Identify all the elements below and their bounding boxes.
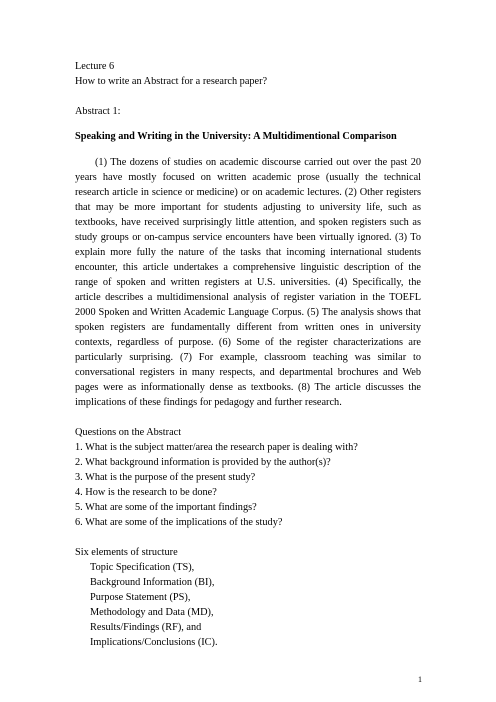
page-number: 1 — [418, 675, 422, 684]
element-item: Purpose Statement (PS), — [90, 591, 191, 603]
lecture-topic: How to write an Abstract for a research paper? — [75, 76, 268, 87]
element-item: Topic Specification (TS), — [90, 561, 195, 573]
question-item: 2. What background information is provided by the author(s)? — [75, 456, 331, 468]
question-item: 4. How is the research to be done? — [75, 486, 217, 498]
abstract-body: (1) The dozens of studies on academic discourse carried out over the past 20 years have mostly focused on written academic prose (usually the technical research article in science or medicine) or on academic lectures. (2) Other registers that may be more important for students adjusting to university life, such as textbooks, have received surprisingly little attention, and spoken registers such as study groups or on-campus service encounters have been virtually ignored. (3) To explain more fully the nature of the tasks that incoming international students encounter, this article undertakes a comprehensive linguistic description of the range of spoken and written registers at U.S. universities. (4) Specifically, the article describes a multidimensional analysis of register variation in the TOEFL 2000 Spoken and Written Academic Language Corpus. (5) The analysis shows that spoken registers are fundamentally different from written ones in university contexts, regardless of purpose. (6) Some of the register characterizations are particularly surprising. (7) For example, classroom teaching was similar to conversational registers in many respects, and departmental brochures and Web pages were as informationally dense as textbooks. (8) The article discusses the implications of these findings for pedagogy and further research. — [75, 156, 421, 408]
question-item: 6. What are some of the implications of the study? — [75, 516, 283, 528]
element-item: Background Information (BI), — [90, 576, 215, 588]
lecture-label: Lecture 6 — [75, 61, 115, 72]
elements-list — [75, 560, 421, 650]
element-item: Methodology and Data (MD), — [90, 606, 214, 618]
questions-heading: Questions on the Abstract — [75, 426, 182, 438]
abstract-title: Speaking and Writing in the University: A Multidimentional Comparison — [75, 131, 397, 143]
element-item: Implications/Conclusions (IC). — [90, 636, 218, 648]
abstract-label: Abstract 1: — [75, 106, 121, 117]
elements-heading: Six elements of structure — [75, 546, 178, 558]
questions-list — [75, 440, 421, 530]
page-content — [75, 59, 421, 650]
question-item: 1. What is the subject matter/area the research paper is dealing with? — [75, 441, 358, 453]
element-item: Results/Findings (RF), and — [90, 621, 202, 633]
question-item: 5. What are some of the important findings? — [75, 501, 257, 513]
question-item: 3. What is the purpose of the present study? — [75, 471, 256, 483]
